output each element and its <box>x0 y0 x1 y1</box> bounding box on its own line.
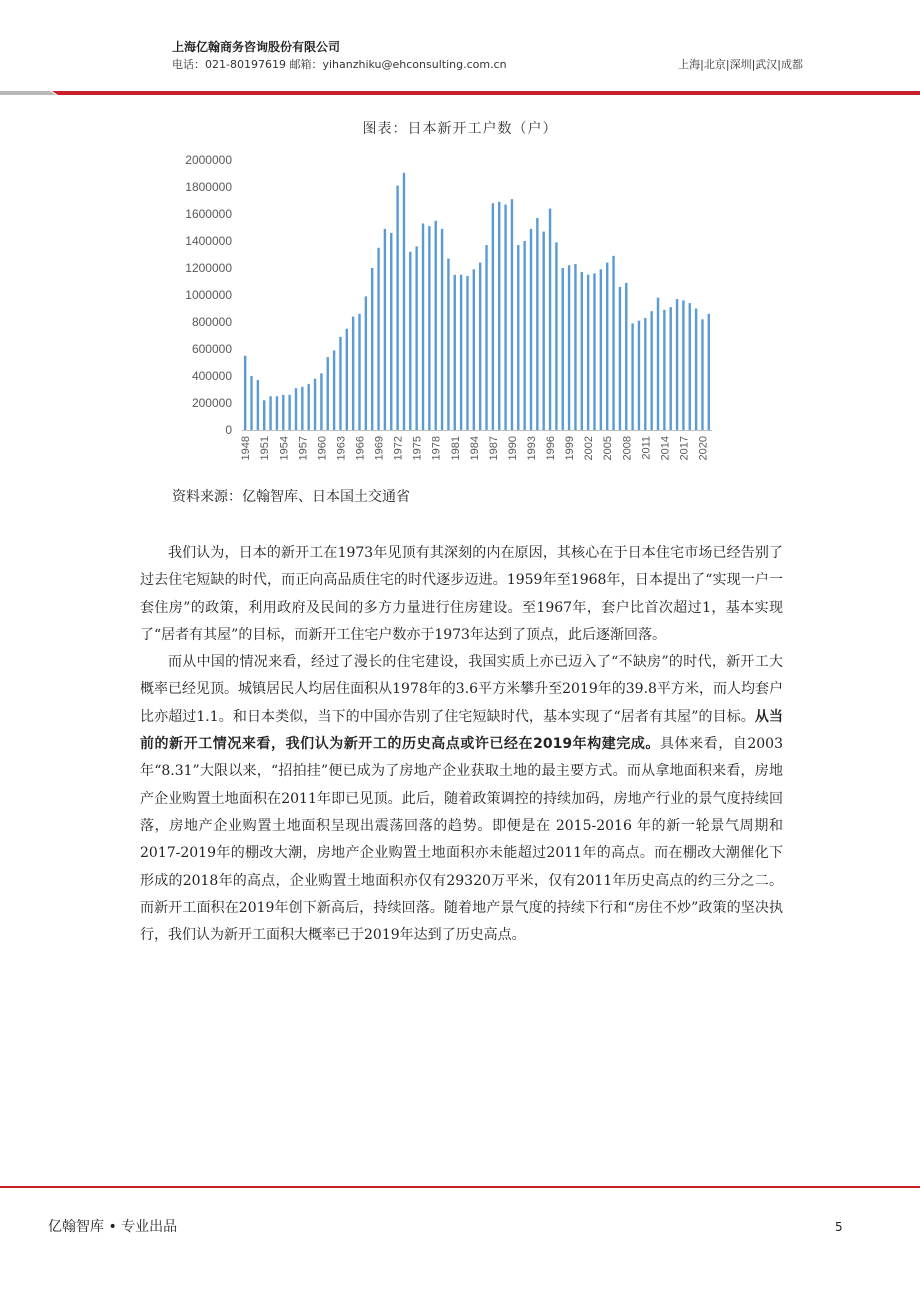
bar-1972 <box>396 186 398 430</box>
bar-1978 <box>435 221 437 430</box>
bar-1962 <box>333 350 335 430</box>
x-tick-label: 1960 <box>316 436 329 461</box>
bar-2010 <box>638 321 640 430</box>
bar-1995 <box>542 232 544 430</box>
bar-1991 <box>517 245 519 430</box>
footer-divider <box>0 1186 920 1188</box>
bar-1958 <box>307 384 309 430</box>
company-name: 上海亿翰商务咨询股份有限公司 <box>172 40 341 54</box>
header-divider <box>0 90 920 96</box>
paragraph-text: 而从中国的情况来看，经过了漫长的住宅建设，我国实质上亦已迈入了“不缺房”的时代，新开工大概率已经见顶。城镇居民人均居住面积从1978年的3.6平方米攀升至2019年的39.8平方米，而人均套户比亦超过1.1。和日本类似，当下的中国亦告别了住宅短缺时代，基本实现了“居者有其屋”的目标。 <box>140 654 783 725</box>
bar-1974 <box>409 252 411 430</box>
bold-sentence: 从当前的新开工情况来看，我们认为新开工的历史高点或许已经在2019年构建完成。 <box>140 708 784 753</box>
x-tick-label: 1993 <box>525 436 538 461</box>
body-text <box>140 540 783 949</box>
bar-1997 <box>555 242 557 430</box>
bar-1970 <box>384 229 386 430</box>
y-tick-label: 0 <box>225 423 232 437</box>
bar-2007 <box>619 287 621 430</box>
bar-1966 <box>358 314 360 430</box>
body-paragraph <box>140 540 783 649</box>
bar-1977 <box>428 226 430 430</box>
x-tick-label: 1975 <box>411 436 424 461</box>
bar-1951 <box>263 400 265 430</box>
x-tick-label: 2011 <box>640 436 653 460</box>
x-tick-label: 1951 <box>259 436 272 461</box>
bar-2008 <box>625 283 627 430</box>
bar-1981 <box>454 275 456 430</box>
x-tick-label: 2014 <box>659 436 672 461</box>
bar-1956 <box>295 388 297 430</box>
bar-1980 <box>447 259 449 430</box>
bar-2013 <box>657 298 659 430</box>
x-tick-label: 2008 <box>621 436 634 461</box>
chart-title: 图表：日本新开工户数（户） <box>362 121 558 137</box>
y-tick-label: 1200000 <box>185 261 232 275</box>
y-tick-label: 200000 <box>191 396 232 410</box>
y-tick-label: 600000 <box>191 342 232 356</box>
x-tick-label: 1996 <box>545 436 558 461</box>
bar-1985 <box>479 263 481 430</box>
y-tick-label: 1000000 <box>185 288 232 302</box>
bar-2001 <box>581 272 583 430</box>
bar-1963 <box>339 337 341 430</box>
bar-1984 <box>473 269 475 430</box>
bar-2002 <box>587 275 589 430</box>
bar-2003 <box>593 273 595 430</box>
bar-2009 <box>631 323 633 430</box>
bar-1990 <box>511 199 513 430</box>
bar-2011 <box>644 318 646 430</box>
bar-1948 <box>244 356 246 430</box>
x-tick-label: 1948 <box>240 436 253 461</box>
bar-2018 <box>689 303 691 430</box>
bar-1965 <box>352 317 354 430</box>
bar-2012 <box>650 311 652 430</box>
x-tick-label: 1978 <box>430 436 443 461</box>
bar-2014 <box>663 310 665 430</box>
bar-1961 <box>327 357 329 430</box>
bar-1973 <box>403 173 405 430</box>
x-tick-label: 1969 <box>373 436 386 461</box>
x-tick-label: 2017 <box>678 436 691 461</box>
bar-2021 <box>708 314 710 430</box>
bar-1999 <box>568 265 570 430</box>
bar-1960 <box>320 373 322 430</box>
bar-1982 <box>460 275 462 430</box>
x-tick-label: 1957 <box>297 436 310 461</box>
new-housing-starts-bar-chart <box>170 148 730 468</box>
bar-1950 <box>257 380 259 430</box>
bar-1952 <box>269 396 271 430</box>
y-tick-label: 800000 <box>191 315 232 329</box>
body-paragraph <box>140 649 783 949</box>
bar-1954 <box>282 395 284 430</box>
x-tick-label: 1987 <box>487 436 500 461</box>
bar-1983 <box>466 276 468 430</box>
bar-1949 <box>250 376 252 430</box>
bar-1989 <box>504 205 506 430</box>
bar-1976 <box>422 223 424 430</box>
bar-1986 <box>485 245 487 430</box>
bar-1987 <box>492 203 494 430</box>
x-tick-label: 1963 <box>335 436 348 461</box>
office-cities: 上海|北京|深圳|武汉|成都 <box>678 58 803 71</box>
paragraph-text: 具体来看，自2003年“8.31”大限以来，“招拍挂”便已成为了房地产企业获取土地的最主要方式。而从拿地面积来看，房地产企业购置土地面积在2011年即已见顶。此后，随着政策调控的持续加码，房地产行业的景气度持续回落，房地产企业购置土地面积呈现出震荡回落的趋势。即便是在 2015-2016 年的新一轮景气周期和2017-2019年的棚改大潮，房地产企业购置土地面积亦未能超过2011年的高点。而在棚改大潮催化下形成的2018年的高点，企业购置土地面积亦仅有29320万平米，仅有2011年历史高点的约三分之二。而新开工面积在2019年创下新高后，持续回落。随着地产景气度的持续下行和“房住不炒”政策的坚决执行，我们认为新开工面积大概率已于2019年达到了历史高点。 <box>140 736 783 944</box>
bar-1998 <box>562 268 564 430</box>
page-number: 5 <box>835 1220 843 1234</box>
bar-1955 <box>288 395 290 430</box>
contact-info: 电话：021-80197619 邮箱：yihanzhiku@ehconsulting.com.cn <box>172 58 507 71</box>
y-tick-label: 1400000 <box>185 234 232 248</box>
bar-1969 <box>377 248 379 430</box>
y-tick-label: 1600000 <box>185 207 232 221</box>
chart-source: 资料来源：亿翰智库、日本国土交通省 <box>172 489 410 505</box>
bar-1967 <box>365 296 367 430</box>
bar-1953 <box>276 396 278 430</box>
bar-1988 <box>498 202 500 430</box>
bar-2016 <box>676 299 678 430</box>
y-tick-label: 2000000 <box>185 153 232 167</box>
x-tick-label: 2002 <box>583 436 596 461</box>
bar-2020 <box>701 319 703 430</box>
bar-2017 <box>682 300 684 430</box>
paragraph-text: 我们认为，日本的新开工在1973年见顶有其深刻的内在原因，其核心在于日本住宅市场已经告别了过去住宅短缺的时代，而正向高品质住宅的时代逐步迈进。1959年至1968年，日本提出了“实现一户一套住房”的政策，利用政府及民间的多方力量进行住房建设。至1967年，套户比首次超过1，基本实现了“居者有其屋”的目标，而新开工住宅户数亦于1973年达到了顶点，此后逐渐回落。 <box>140 545 783 643</box>
bar-1964 <box>346 329 348 430</box>
footer-brand: 亿翰智库 • 专业出品 <box>48 1219 178 1235</box>
bar-2006 <box>612 256 614 430</box>
bar-1971 <box>390 233 392 430</box>
bar-2015 <box>670 307 672 430</box>
bar-1957 <box>301 387 303 430</box>
x-tick-label: 1990 <box>506 436 519 461</box>
bar-2004 <box>600 269 602 430</box>
x-tick-label: 1999 <box>564 436 577 461</box>
x-tick-label: 1966 <box>354 436 367 461</box>
bar-1994 <box>536 218 538 430</box>
y-tick-label: 400000 <box>191 369 232 383</box>
bar-2005 <box>606 263 608 430</box>
x-tick-label: 1954 <box>278 436 291 461</box>
y-tick-label: 1800000 <box>185 180 232 194</box>
bar-2000 <box>574 264 576 430</box>
x-tick-label: 1984 <box>468 436 481 461</box>
bar-1992 <box>523 241 525 430</box>
x-tick-label: 1972 <box>392 436 405 461</box>
x-tick-label: 2020 <box>697 436 710 461</box>
x-tick-label: 2005 <box>602 436 615 461</box>
bar-1996 <box>549 209 551 430</box>
bar-1993 <box>530 229 532 430</box>
bar-1959 <box>314 379 316 430</box>
x-tick-label: 1981 <box>449 436 462 461</box>
bar-1968 <box>371 268 373 430</box>
bar-1975 <box>415 246 417 430</box>
bar-2019 <box>695 309 697 431</box>
bar-1979 <box>441 229 443 430</box>
